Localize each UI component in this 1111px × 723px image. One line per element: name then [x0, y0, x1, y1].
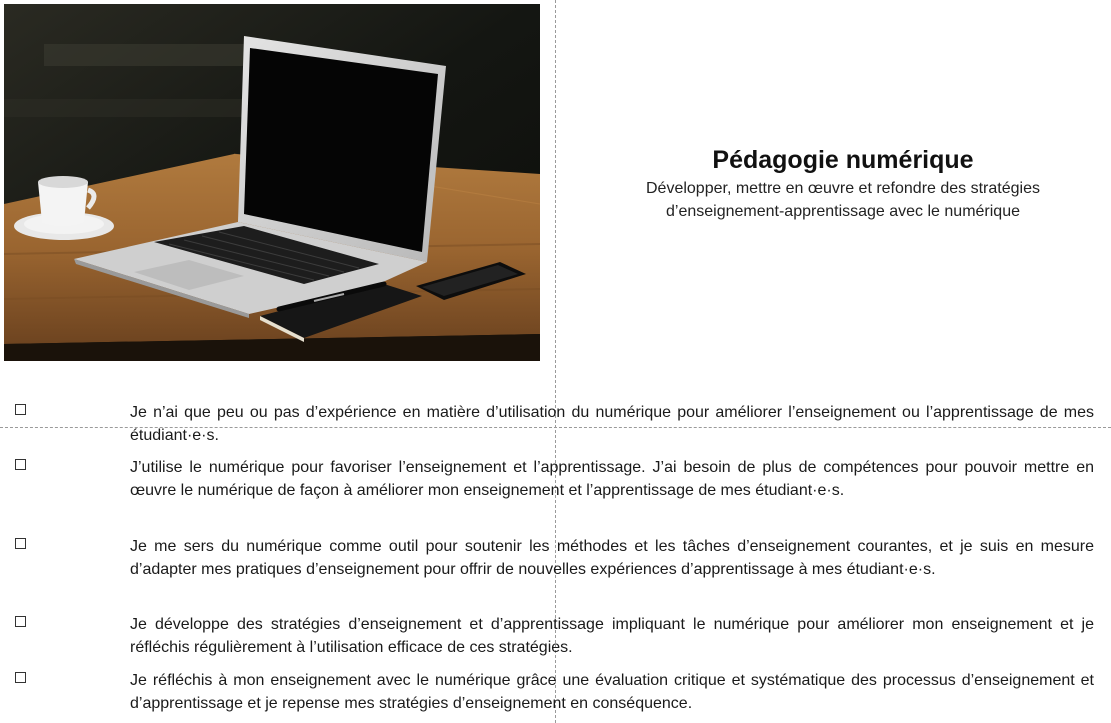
page-title: Pédagogie numérique — [712, 146, 974, 174]
checklist-item-text: Je me sers du numérique comme outil pour soutenir les méthodes et les tâches d’enseignement courantes, et je suis en mesure d’adapter mes pratiques d’enseignement pour offrir de nouvelles expériences d’apprentissage à mes étudiant·e·s. — [130, 538, 1094, 578]
checkbox[interactable] — [15, 672, 26, 683]
laptop-desk-photo — [4, 4, 540, 361]
checklist-item-text: Je n’ai que peu ou pas d’expérience en matière d’utilisation du numérique pour améliorer l’enseignement ou l’apprentissage de mes étudiant·e·s. — [130, 404, 1094, 444]
page-subtitle — [590, 177, 1096, 223]
checkbox[interactable] — [15, 616, 26, 627]
document-header — [590, 145, 1096, 223]
subtitle-line-2: d’enseignement-apprentissage avec le numérique — [666, 203, 1020, 220]
checkbox[interactable] — [15, 538, 26, 549]
checklist-item-text: Je réfléchis à mon enseignement avec le numérique grâce une évaluation critique et systématique des processus d’enseignement et d’apprentissage et je repense mes stratégies d’enseignement en conséquence. — [130, 672, 1094, 712]
subtitle-line-1: Développer, mettre en œuvre et refondre des stratégies — [646, 180, 1040, 197]
checkbox[interactable] — [15, 459, 26, 470]
checkbox[interactable] — [15, 404, 26, 415]
checklist-item-text: J’utilise le numérique pour favoriser l’enseignement et l’apprentissage. J’ai besoin de plus de compétences pour pouvoir mettre en œuvre le numérique de façon à améliorer mon enseignement et l’apprentissage de mes étudiant·e·s. — [130, 459, 1094, 499]
checklist-item-text: Je développe des stratégies d’enseignement et d’apprentissage impliquant le numérique pour améliorer mon enseignement et je réfléchis régulièrement à l’utilisation efficace de ces stratégies. — [130, 616, 1094, 656]
